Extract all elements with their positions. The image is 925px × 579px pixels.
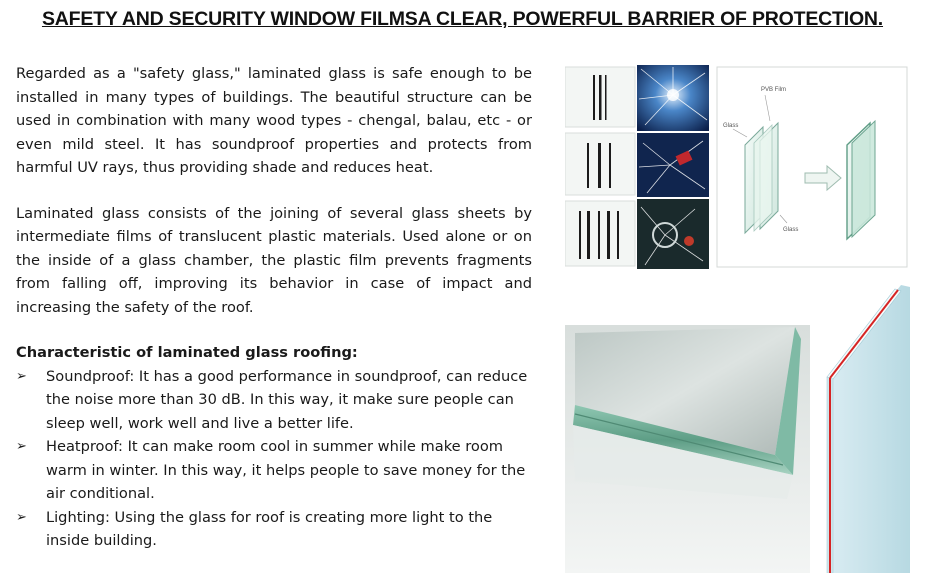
arrow-bullet-icon: ➢ — [16, 368, 27, 384]
composition-paragraph: Laminated glass consists of the joining of several glass sheets by intermediate films of translucent plastic materials. Used alone or on the inside of a glass chamber, the plastic film prevents fragments from falling off, improving its behavior in case of impact and increasing the safety of the roof. — [16, 204, 532, 316]
laminated-glass-diagram — [565, 65, 910, 270]
laminated-glass-photo — [565, 285, 910, 573]
layer-diagram — [717, 67, 907, 267]
shattered-glass-photos — [637, 65, 709, 269]
glass-label-left: Glass — [723, 123, 739, 129]
pvb-label: PVB Film — [761, 87, 787, 93]
glass-edge-photo — [565, 325, 810, 573]
list-item-text: Lighting: Using the glass for roof is creating more light to the inside building. — [46, 508, 493, 549]
layer-samples — [565, 67, 635, 266]
text-column — [16, 62, 532, 553]
list-item — [16, 506, 532, 553]
characteristics-list — [16, 365, 532, 553]
page-title: SAFETY AND SECURITY WINDOW FILMSA CLEAR, POWERFUL BARRIER OF PROTECTION. — [41, 8, 884, 30]
list-item — [16, 365, 532, 436]
intro-paragraph: Regarded as a "safety glass," laminated glass is safe enough to be installed in many types of buildings. The beautiful structure can be used in combination with many wood types - chengal, balau, etc - or even mild steel. It has soundproof properties and protects from harmful UV rays, thus providing shade and reduces heat. — [16, 65, 532, 176]
characteristics-heading: Characteristic of laminated glass roofing: — [16, 344, 358, 361]
arrow-bullet-icon: ➢ — [16, 439, 27, 454]
glass-label-bottom: Glass — [783, 227, 799, 233]
list-item-text: Soundproof: It has a good performance in soundproof, can reduce the noise more than 30 dB. In this way, it make sure people can sleep well, work well and live a better life. — [46, 367, 528, 432]
list-item-text: Heatproof: It can make room cool in summer while make room warm in winter. In this way, it helps people to save money for the air conditional. — [46, 438, 526, 502]
arrow-bullet-icon: ➢ — [16, 509, 27, 525]
list-item — [16, 435, 532, 506]
